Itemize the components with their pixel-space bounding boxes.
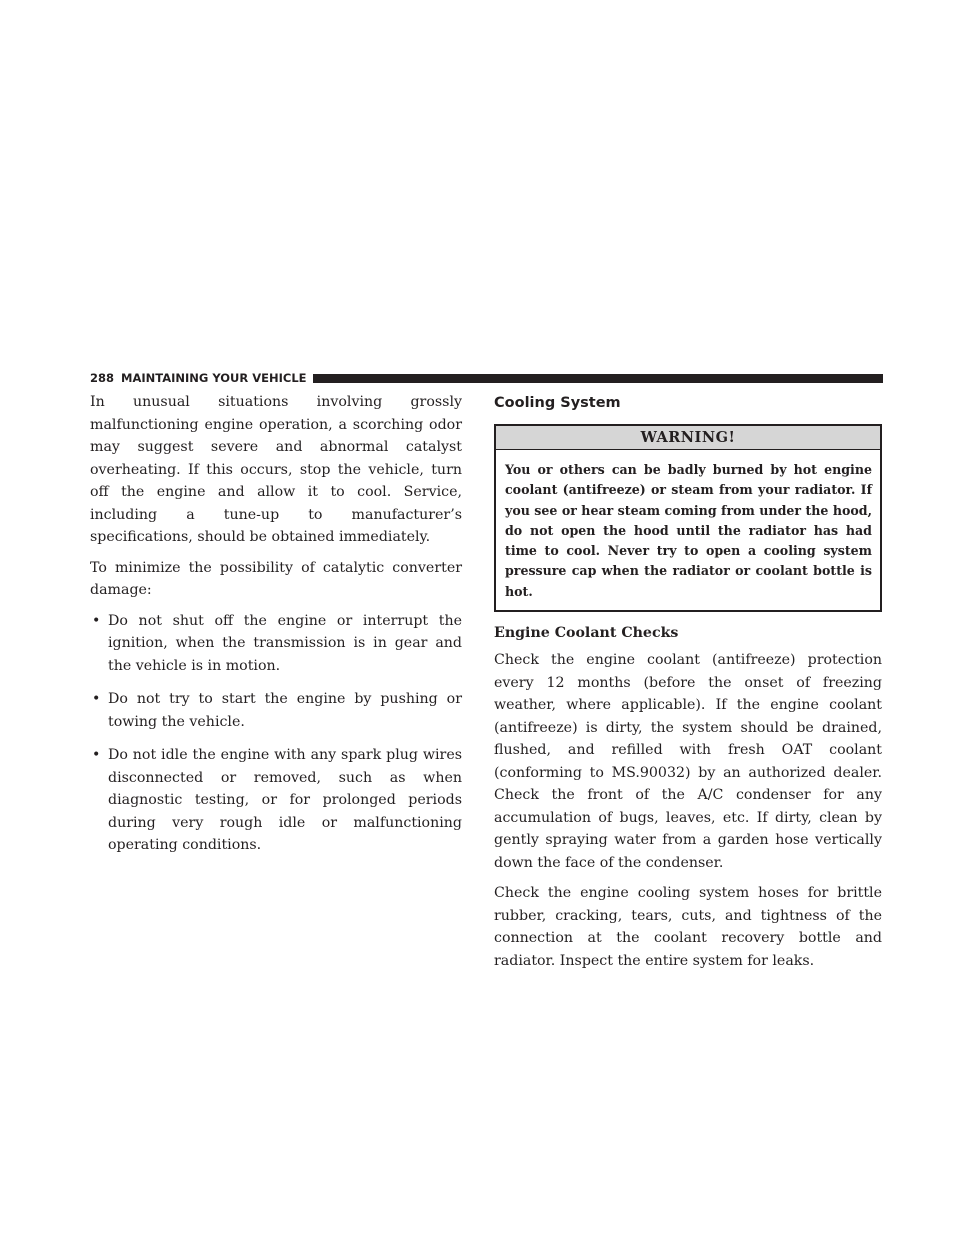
bullet-icon: • (92, 612, 101, 629)
warning-text: You or others can be badly burned by hot engine coolant (antifreeze) or steam from your radiator. If you see or hear steam coming from under the hood, do not open the hood until the radiator has had time to cool. Never try to open a cooling system pressure cap when the radiator or coolant bottle is hot. (505, 462, 872, 599)
coolant-check-paragraph: Check the engine coolant (antifreeze) protection every 12 months (before the onset of freezing weather, where applicable). If the engine coolant (antifreeze) is dirty, the system should be drained, flushed, and refilled with fresh OAT coolant (conforming to MS.90032) by an authorized dealer. Check the front of the A/C condenser for any accumulation of bugs, leaves, etc. If dirty, clean by gently spraying water from a garden hose vertically down the face of the condenser. (494, 652, 882, 871)
list-item (90, 610, 462, 678)
list-item-text: Do not idle the engine with any spark plug wires disconnected or removed, such as when diagnostic testing, or for prolonged periods during very rough idle or malfunctioning operating conditions. (108, 747, 462, 853)
warning-title: WARNING! (496, 426, 880, 450)
hose-check-paragraph: Check the engine cooling system hoses for brittle rubber, cracking, tears, cuts, and tightness of the connection at the coolant recovery bottle and radiator. Inspect the entire system for leaks. (494, 885, 882, 969)
list-item-text: Do not try to start the engine by pushing or towing the vehicle. (108, 691, 462, 730)
page-header (90, 370, 883, 386)
warning-box (494, 424, 882, 612)
converter-tips-list (90, 610, 462, 857)
section-name: MAINTAINING YOUR VEHICLE (121, 371, 307, 385)
section-title: Cooling System (494, 395, 621, 411)
page-number: 288 (90, 371, 115, 385)
list-item (90, 688, 462, 733)
header-rule (313, 374, 883, 383)
catalyst-overheat-paragraph: In unusual situations involving grossly malfunctioning engine operation, a scorching odor may suggest severe and abnormal catalyst overheating. If this occurs, stop the vehicle, turn off the engine and allow it to cool. Service, including a tune-up to manufacturer’s specifications, should be obtained immediately. (90, 394, 462, 545)
list-item-text: Do not shut off the engine or interrupt the ignition, when the transmission is in gear and the vehicle is in motion. (108, 612, 462, 674)
right-column (494, 391, 882, 972)
bullet-icon: • (92, 691, 101, 707)
bullet-icon: • (92, 747, 101, 763)
subheading: Engine Coolant Checks (494, 625, 679, 642)
converter-damage-intro: To minimize the possibility of catalytic converter damage: (90, 559, 462, 598)
list-item (90, 744, 462, 857)
left-column (90, 391, 462, 868)
